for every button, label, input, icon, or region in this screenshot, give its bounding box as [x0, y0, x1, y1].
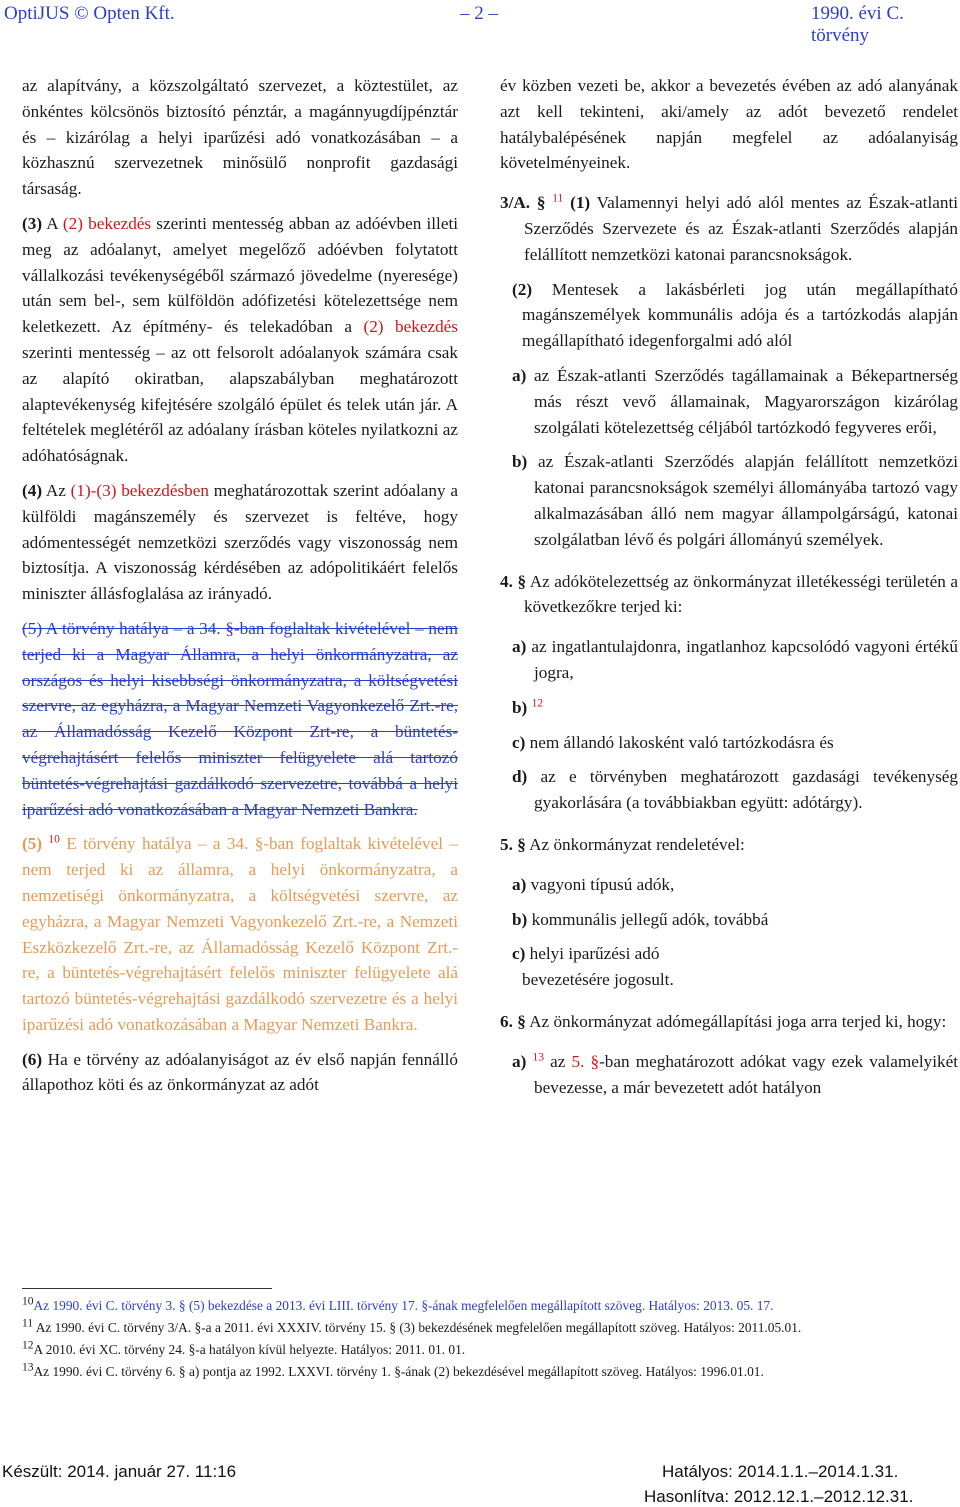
cross-reference-link[interactable]: 5. §: [571, 1051, 600, 1071]
section-5-closing: bevezetésére jogosult.: [522, 970, 674, 990]
paragraph-number: (3): [22, 213, 43, 233]
list-item-b: b) kommunális jellegű adók, továbbá: [512, 909, 769, 929]
list-item-b: b) az Észak-atlanti Szerződés alapján felállított nemzetközi katonai parancsnokságok személyi állományába tartozó vagy alkalmazásában álló nem magyar állampolgárságú, katonai szolgálatban lévő és polgári állományú személyek.: [512, 452, 958, 549]
paragraph-number: (6): [22, 1049, 43, 1069]
footer-compared: Hasonlítva: 2012.12.1.–2012.12.31.: [644, 1487, 914, 1506]
paragraph-6: (6) Ha e törvény az adóalanyiságot az év első napján fennálló állapothoz köti és az önkormányzat az adót: [22, 1049, 458, 1095]
list-item-b: b) $^{12}$: [512, 697, 544, 717]
list-item-a: a) az Észak-atlanti Szerződés tagállamainak a Békepartnerség más részt vevő államainak, Magyarországon kizárólag szolgálati kötelezettség céljából tartózkodó fegyveres erői,: [512, 365, 958, 437]
footnote-13: 13Az 1990. évi C. törvény 6. § a) pontja az 1992. LXXVI. törvény 1. §-ának (2) bekezdésével megállapított szöveg. Hatályos: 1996.01.01.: [22, 1361, 764, 1379]
footer-valid: Hatályos: 2014.1.1.–2014.1.31.: [662, 1462, 899, 1481]
footer-created: Készült: 2014. január 27. 11:16: [2, 1462, 237, 1481]
header-law-title: 1990. évi C. törvény: [811, 3, 904, 46]
left-column: [22, 73, 458, 1107]
paragraph-4: (4) Az (1)-(3) bekezdésben meghatározottak szerint adóalany a külföldi magánszemély és szervezet is feltéve, hogy adómentességét nemzetközi szerződés vagy viszonosság nem biztosítja. A viszonosság kérdésében az adópolitikáért felelős miniszter állásfoglalása az irányadó.: [22, 480, 458, 604]
paragraph-number: (5): [22, 834, 43, 854]
footnote-ref-11[interactable]: 11: [552, 192, 564, 205]
list-item-d: d) az e törvényben meghatározott gazdasági tevékenység gyakorlására (a továbbiakban együtt: adótárgy).: [512, 767, 958, 813]
amended-paragraph-5: (5) $^{10}$ E törvény hatálya – a 34. §-ban foglaltak kivételével – nem terjed ki az államra, a helyi önkormányzatra, a nemzetiségi önkormányzatra, a költségvetési szervre, az egyházra, a Magyar Nemzeti Vagyonkezelő Zrt.-re, a Nemzeti Eszközkezelő Zrt.-re, az Államadósság Kezelő Központ Zrt.-re, a büntetés-végrehajtásért felelős miniszter felügyelete alá tartozó büntetés-végrehajtási gazdálkodó szervezetre és a helyi iparűzési adó vonatkozásában a Magyar Nemzeti Bankra.: [22, 833, 459, 1034]
section-heading: 4. §: [500, 571, 527, 591]
section-4: 4. § Az adókötelezettség az önkormányzat illetékességi területén a következőkre terjed ki:: [500, 571, 958, 617]
header-page-number: – 2 –: [460, 3, 498, 24]
section-3a-paragraph-2: (2) Mentesek a lakásbérleti jog után megállapítható magánszemélyek kommunális adója és a tartózkodás alapján megállapítható idegenforgalmi adó alól: [512, 279, 958, 351]
page-header: [0, 0, 960, 46]
paragraph-number: (4): [22, 480, 43, 500]
section-6: 6. § Az önkormányzat adómegállapítási joga arra terjed ki, hogy:: [500, 1011, 947, 1031]
list-item-a: a) $^{13}$ az 5. §-ban meghatározott adókat vagy ezek valamelyikét bevezesse, a már bevezetett adót hatályon: [512, 1050, 959, 1097]
page-footer: [0, 1462, 960, 1506]
list-item-c: c) nem állandó lakosként való tartózkodásra és: [512, 732, 834, 752]
footnote-ref-12[interactable]: 12: [531, 697, 544, 709]
section-5: 5. § Az önkormányzat rendeletével:: [500, 834, 745, 854]
footnote-12: 12A 2010. évi XC. törvény 24. §-a hatályon kívül helyezte. Hatályos: 2011. 01. 01.: [22, 1339, 466, 1357]
header-publisher: OptiJUS © Opten Kft.: [4, 3, 175, 24]
section-3a: 3/A. § $^{11}$ (1) Valamennyi helyi adó alól mentes az Észak-atlanti Szerződés Szervezete és az Észak-atlanti Szerződés alapján felállított nemzetközi katonai parancsnokságok.: [500, 192, 958, 264]
paragraph-3: (3) A (2) bekezdés szerinti mentesség abban az adóévben illeti meg az adóalanyt, amelyet megelőző adóévben folytatott vállalkozási tevékenységéből származó jövedelme (nyeresége) után sem bel-, sem külföldön adófizetési kötelezettsége nem keletkezett. Az építmény- és telekadóban a (2) bekezdés szerinti mentesség – az ott felsorolt adóalanyok számára csak az alapító okiratban, alapszabályban meghatározott alaptevékenység kifejtésére szolgáló épület és telek után jár. A feltételek meglétéről az adóalany írásban köteles nyilatkozni az adóhatóságnak.: [22, 213, 459, 466]
cross-reference-link[interactable]: (2) bekezdés: [62, 213, 152, 233]
footnote-11: 11 Az 1990. évi C. törvény 3/A. §-a a 2011. évi XXXIV. törvény 15. § (3) bekezdésének megfelelően megállapított szöveg. Hatályos: 2011.05.01.: [22, 1317, 802, 1335]
right-column: [500, 73, 958, 1109]
paragraph-continuation: az alapítvány, a közszolgáltató szervezet, a köztestület, az önkéntes kölcsönös biztosító pénztár, a magánnyugdíjpénztár és – kizárólag a helyi iparűzési adó vonatkozásában – a közhasznú szervezetnek minősülő nonprofit gazdasági társaság.: [22, 76, 458, 199]
section-heading: 3/A. §: [500, 193, 546, 213]
paragraph-number: (2): [512, 279, 533, 299]
footnote-ref-10[interactable]: 10: [48, 833, 60, 846]
paragraph-continuation: év közben vezeti be, akkor a bevezetés évében az adó alanyának azt kell tekinteni, aki/amely az adót bevezető rendelet hatálybalépésének napján megfelel az adóalanyiság követelményeinek.: [500, 76, 958, 173]
paragraph-number: (1): [570, 193, 591, 213]
footnote-ref-13[interactable]: 13: [532, 1050, 544, 1063]
list-item-a: a) vagyoni típusú adók,: [512, 874, 675, 894]
section-heading: 5. §: [500, 834, 526, 854]
footnote-10: 10Az 1990. évi C. törvény 3. § (5) bekezdése a 2013. évi LIII. törvény 17. §-ának megfelelően megállapított szöveg. Hatályos: 2013. 05. 17.: [22, 1295, 774, 1313]
section-heading: 6. §: [500, 1011, 526, 1031]
repealed-paragraph-5: (5) A törvény hatálya – a 34. §-ban foglaltak kivételével – nem terjed ki a Magyar Államra, a helyi önkormányzatra, az országos és helyi kisebbségi önkormányzatra, a költségvetési szervre, az egyházra, a Magyar Nemzeti Vagyonkezelő Zrt.-re, az Államadósság Kezelő Központ Zrt-re, a büntetés-végrehajtásért felelős miniszter felügyelete alá tartozó büntetés-végrehajtási gazdálkodó szervezetre, továbbá a helyi iparűzési adó vonatkozásában a Magyar Nemzeti Bankra.: [22, 618, 458, 819]
cross-reference-link[interactable]: (2) bekezdés: [363, 317, 458, 337]
cross-reference-link[interactable]: (1)-(3) bekezdésben: [70, 480, 209, 500]
footnotes: [0, 1295, 960, 1383]
list-item-c: c) helyi iparűzési adó: [512, 944, 660, 964]
list-item-a: a) az ingatlantulajdonra, ingatlanhoz kapcsolódó vagyoni értékű jogra,: [512, 637, 958, 682]
footnote-divider: [22, 1288, 272, 1289]
